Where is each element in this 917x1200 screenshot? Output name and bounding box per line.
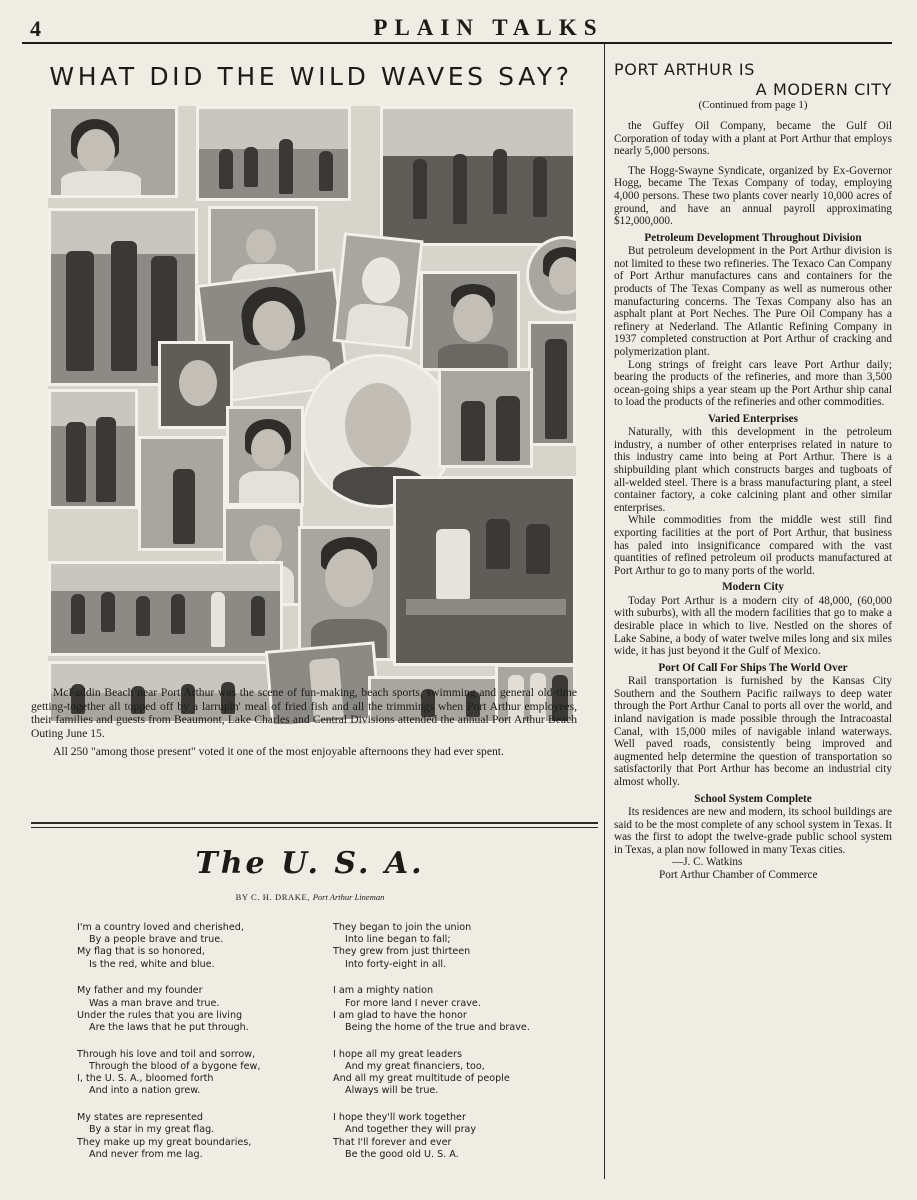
- poem-stanza: [77, 1112, 322, 1161]
- poem-stanza: [333, 1112, 583, 1161]
- poem-line: Into forty-eight in all.: [345, 958, 447, 970]
- poem-line: My father and my founder: [77, 985, 203, 997]
- article-subheading: School System Complete: [694, 792, 812, 805]
- publication-title: PLAIN TALKS: [373, 15, 604, 40]
- photo-crowd-under-tent: [48, 561, 283, 656]
- poem-line: Always will be true.: [345, 1085, 439, 1097]
- article-title-line-1: PORT ARTHUR IS: [614, 60, 755, 79]
- continued-note: (Continued from page 1): [698, 99, 808, 111]
- article-subheading: Modern City: [722, 581, 784, 594]
- section-rule: [31, 827, 598, 828]
- poem-line: Was a man brave and true.: [89, 997, 220, 1009]
- article-paragraph: Naturally, with this development in the petroleum industry, a number of other enterprises related in nature to this industry came into being at Port Arthur. There is a shipbuilding plant which constructs barges and tugboats of all-welded steel. There is a brass manufacturing plant, a steel container factory, a coke calcining plant and other similar enterprises.: [614, 426, 892, 514]
- poem-line: Be the good old U. S. A.: [345, 1148, 459, 1160]
- poem-line: They grew from just thirteen: [333, 946, 471, 958]
- poem-line: My flag that is so honored,: [77, 946, 205, 958]
- photo-picnic-tables: [393, 476, 576, 666]
- poem-stanza: [333, 922, 583, 971]
- page-number: 4: [30, 16, 41, 41]
- photo-woman-oval: [526, 236, 576, 314]
- poem-column-right: [333, 922, 583, 1176]
- poem-line: I'm a country loved and cherished,: [77, 922, 244, 933]
- article-paragraph: the Guffey Oil Company, became the Gulf Oil Corporation of today with a plant at Port Arthur that employs nearly 5,000 persons.: [614, 120, 892, 158]
- beach-outing-feature: [22, 50, 600, 759]
- photo-caption: [31, 686, 577, 759]
- poem-line: And together they will pray: [345, 1124, 477, 1136]
- poem-line: My states are represented: [77, 1112, 204, 1124]
- article-paragraph: But petroleum development in the Port Arthur division is not limited to these two refineries. The Texaco Can Company of Port Arthur manufactures cans and containers for the products of The Texas Company as well as numerous other manufacturing concerns. The Texas Company also has an asphalt plant at Port Neches. The Pure Oil Company has a refinery at Nederland. The Atlantic Refining Company in 1937 completed construction at Port Arthur of cracking and polymerization plant.: [614, 245, 892, 358]
- poem-byline: [0, 892, 620, 902]
- article-paragraph: Long strings of freight cars leave Port Arthur daily; bearing the products of the refineries, and more than 3,500 ocean-going ships a year steam up the Port Arthur ship canal to load the products of the refineries and other commodities.: [614, 358, 892, 409]
- column-divider: [604, 44, 605, 1179]
- poem-line: Through his love and toil and sorrow,: [77, 1048, 256, 1060]
- caption-paragraph: McFaddin Beach near Port Arthur was the scene of fun-making, beach sports, swimming and general old-time getting-together all topped off by a larrupin' meal of fried fish and all the trimmings when Port Arthur employees, their families and guests from Beaumont, Lake Charles and Central Divisions attended the annual Port Arthur Beach Outing June 15.: [31, 686, 577, 740]
- poem-line: Are the laws that he put through.: [89, 1022, 249, 1034]
- poem-stanza: [77, 1049, 322, 1098]
- poem-title: The U. S. A.: [195, 846, 425, 881]
- article-body: [614, 120, 892, 882]
- article-paragraph: The Hogg-Swayne Syndicate, organized by Ex-Governor Hogg, became The Texas Company of today, employing 4,000 persons. These two plants cover nearly 10,000 acres of ground, and have an annual payroll approximating $12,000,000.: [614, 164, 892, 228]
- photo-man-waving: [138, 436, 226, 551]
- photo-man-standing: [528, 321, 576, 446]
- poem-line: And into a nation grew.: [89, 1085, 201, 1097]
- article-subheading: Petroleum Development Throughout Division: [644, 231, 862, 244]
- poem-line: I am a mighty nation: [333, 985, 434, 997]
- poem-line: By a star in my great flag.: [89, 1124, 215, 1136]
- signature-name: —J. C. Watkins: [672, 856, 743, 869]
- masthead: [0, 0, 917, 46]
- photo-collage: [48, 106, 576, 724]
- article-paragraph: Its residences are new and modern, its school buildings are said to be the most complete of any school system in Texas. It was the first to adopt the twelve-grade public school system in Texas, a plan now followed in many Texas cities.: [614, 805, 892, 856]
- photo-woman-headscarf: [332, 232, 423, 350]
- poem-stanza: [77, 922, 322, 971]
- port-arthur-article: [614, 60, 892, 882]
- photo-men-hats: [438, 368, 533, 468]
- poem-line: I, the U. S. A., bloomed forth: [77, 1073, 214, 1085]
- poem-line: They began to join the union: [333, 922, 472, 933]
- photo-young-man: [298, 526, 393, 661]
- article-paragraph: While commodities from the middle west still find exporting facilities at the port of Port Arthur, that business has paled into insignificance compared with the vast quantities of refined petroleum oil products manufactured at Port Arthur to go to many ports of the world.: [614, 514, 892, 577]
- poem-line: Is the red, white and blue.: [89, 958, 215, 970]
- poem-line: That I'll forever and ever: [333, 1136, 452, 1148]
- poem-line: By a people brave and true.: [89, 934, 224, 946]
- section-rule: [31, 822, 598, 824]
- poem-author: BY C. H. DRAKE,: [235, 892, 310, 902]
- article-title-line-2: A MODERN CITY: [755, 80, 892, 99]
- photo-men-walking: [48, 389, 138, 509]
- poem-column-left: [77, 922, 322, 1176]
- feature-headline: WHAT DID THE WILD WAVES SAY?: [49, 62, 573, 91]
- poem-line: Through the blood of a bygone few,: [89, 1061, 261, 1073]
- poem-line: Into line began to fall;: [345, 934, 451, 946]
- photo-beach-crowd: [196, 106, 351, 201]
- article-subheading: Port Of Call For Ships The World Over: [658, 661, 848, 674]
- poem-line: I hope they'll work together: [333, 1112, 466, 1124]
- photo-beach-tent-group: [380, 106, 576, 246]
- article-paragraph: Today Port Arthur is a modern city of 48,000, (60,000 with suburbs), with all the modern facilities that go to make a desirable place in which to live. Nestled on the shores of Lake Sabine, a body of water twelve miles long and six miles wide, it has just beyond it the Gulf of Mexico.: [614, 594, 892, 658]
- poem-line: And all my great multitude of people: [333, 1073, 510, 1085]
- photo-smiling-man: [420, 271, 520, 371]
- poem-line: I am glad to have the honor: [333, 1009, 467, 1021]
- article-paragraph: Rail transportation is furnished by the Kansas City Southern and the Southern Pacific railways to deep water through the Port Arthur Canal to ports all over the world, and inland navigation is made possible through the Intracoastal Canal, with 15,000 miles of navigable inland waterways. Well paved roads, consistently being improved and augmented help determine the question of transportation so satisfactorily that Port Arthur has become an industrial city almost wholly.: [614, 675, 892, 788]
- poem-line: I hope all my great leaders: [333, 1048, 463, 1060]
- signature-organization: Port Arthur Chamber of Commerce: [659, 868, 818, 881]
- article-subheading: Varied Enterprises: [707, 412, 798, 425]
- poem-line: Under the rules that you are living: [77, 1009, 243, 1021]
- photo-man-sunglasses: [158, 341, 233, 429]
- poem-line: Being the home of the true and brave.: [345, 1022, 530, 1034]
- poem-stanza: [77, 985, 322, 1034]
- poem-line: And never from me lag.: [89, 1148, 203, 1160]
- poem-line: And my great financiers, too,: [345, 1061, 485, 1073]
- poem-stanza: [333, 985, 583, 1034]
- poem-author-role: Port Arthur Lineman: [312, 892, 385, 902]
- photo-smiling-woman: [226, 406, 304, 506]
- poem-line: For more land I never crave.: [345, 997, 481, 1009]
- masthead-rule: [22, 42, 892, 44]
- photo-woman-sunglasses: [48, 106, 178, 198]
- poem-line: They make up my great boundaries,: [77, 1136, 252, 1148]
- caption-paragraph: All 250 "among those present" voted it one of the most enjoyable afternoons they had ever spent.: [53, 745, 504, 759]
- poem-stanza: [333, 1049, 583, 1098]
